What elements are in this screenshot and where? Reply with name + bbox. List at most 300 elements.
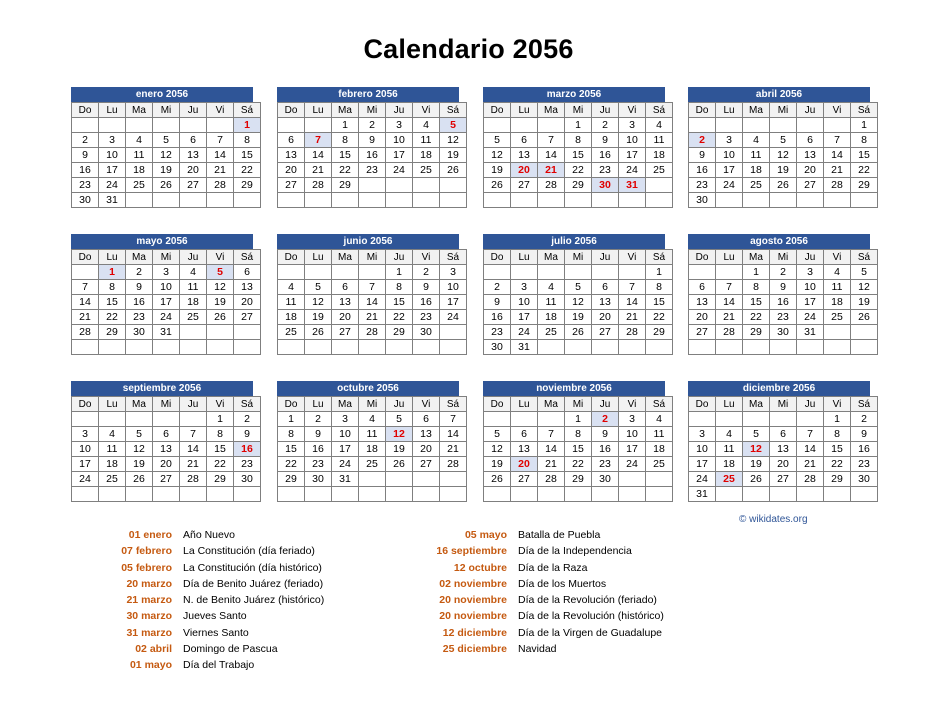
day-cell: 11 [126,148,153,163]
empty-cell [99,412,126,427]
day-cell: 10 [797,280,824,295]
empty-cell [278,193,305,208]
weekday-header: Ju [386,250,413,265]
month-calendar [277,381,459,502]
holiday-date: 05 mayo [464,529,507,541]
day-cell: 22 [646,310,673,325]
day-cell: 14 [619,295,646,310]
day-cell: 1 [824,412,851,427]
day-cell: 22 [386,310,413,325]
day-cell: 7 [359,280,386,295]
holiday-name: La Constitución (día histórico) [183,561,322,574]
holiday-date: 20 noviembre [439,610,507,623]
day-cell: 2 [592,412,619,427]
day-cell: 30 [305,472,332,487]
day-cell: 3 [716,133,743,148]
day-cell: 8 [646,280,673,295]
day-cell: 8 [332,133,359,148]
day-cell: 25 [716,472,743,487]
empty-cell [743,412,770,427]
empty-cell [743,193,770,208]
empty-cell [716,340,743,355]
weekday-header: Vi [619,103,646,118]
weekday-header: Ju [180,103,207,118]
day-cell: 3 [440,265,467,280]
day-cell: 15 [743,295,770,310]
day-cell: 15 [824,442,851,457]
weekday-header: Lu [716,103,743,118]
day-cell: 6 [770,427,797,442]
day-cell: 17 [99,163,126,178]
empty-cell [511,487,538,502]
day-cell: 16 [234,442,261,457]
day-cell: 27 [234,310,261,325]
empty-cell [538,193,565,208]
empty-cell [484,193,511,208]
day-cell: 27 [153,472,180,487]
day-cell: 31 [619,178,646,193]
day-cell: 28 [440,457,467,472]
day-cell: 18 [824,295,851,310]
day-cell: 23 [72,178,99,193]
day-cell: 26 [126,472,153,487]
empty-cell [716,265,743,280]
day-cell: 28 [716,325,743,340]
weekday-header: Vi [619,397,646,412]
day-cell: 3 [511,280,538,295]
empty-cell [824,118,851,133]
day-cell: 9 [689,148,716,163]
weekday-header: Do [278,103,305,118]
month-title: noviembre 2056 [483,381,665,396]
weekday-header: Do [278,397,305,412]
empty-cell [716,118,743,133]
empty-cell [565,265,592,280]
empty-cell [797,340,824,355]
empty-cell [592,340,619,355]
day-cell: 3 [153,265,180,280]
empty-cell [440,193,467,208]
weekday-header: Mi [565,250,592,265]
empty-cell [646,487,673,502]
empty-cell [126,193,153,208]
day-cell: 17 [619,148,646,163]
empty-cell [413,178,440,193]
day-cell: 30 [234,472,261,487]
day-cell: 2 [234,412,261,427]
weekday-header: Ma [743,103,770,118]
day-cell: 11 [413,133,440,148]
weekday-header: Mi [770,250,797,265]
day-cell: 4 [278,280,305,295]
day-cell: 5 [440,118,467,133]
empty-cell [484,487,511,502]
day-cell: 23 [359,163,386,178]
holiday-date: 30 marzo [126,610,172,623]
day-cell: 1 [234,118,261,133]
weekday-header: Sá [646,250,673,265]
empty-cell [413,472,440,487]
day-cell: 3 [619,118,646,133]
day-cell: 31 [99,193,126,208]
empty-cell [386,340,413,355]
day-cell: 3 [72,427,99,442]
day-cell: 29 [386,325,413,340]
day-cell: 26 [565,325,592,340]
day-cell: 16 [359,148,386,163]
weekday-header: Sá [440,397,467,412]
day-cell: 26 [484,178,511,193]
day-cell: 2 [851,412,878,427]
empty-cell [153,340,180,355]
empty-cell [99,118,126,133]
empty-cell [592,487,619,502]
day-cell: 26 [305,325,332,340]
day-cell: 30 [413,325,440,340]
empty-cell [646,178,673,193]
day-cell: 14 [716,295,743,310]
empty-cell [153,118,180,133]
day-cell: 4 [359,412,386,427]
empty-cell [72,487,99,502]
day-cell: 17 [72,457,99,472]
empty-cell [565,193,592,208]
month-title: marzo 2056 [483,87,665,102]
weekday-header: Ju [180,397,207,412]
weekday-header: Lu [511,397,538,412]
day-cell: 24 [619,457,646,472]
empty-cell [440,178,467,193]
day-cell: 9 [413,280,440,295]
day-cell: 13 [234,280,261,295]
day-cell: 11 [743,148,770,163]
day-cell: 26 [743,472,770,487]
weekday-header: Vi [413,250,440,265]
empty-cell [538,118,565,133]
weekday-header: Vi [619,250,646,265]
day-cell: 30 [592,178,619,193]
empty-cell [511,118,538,133]
day-cell: 12 [440,133,467,148]
weekday-header: Do [689,250,716,265]
empty-cell [359,340,386,355]
day-cell: 20 [689,310,716,325]
holiday-row [0,643,664,659]
empty-cell [619,487,646,502]
day-cell: 22 [851,163,878,178]
day-cell: 6 [689,280,716,295]
day-cell: 25 [413,163,440,178]
empty-cell [234,193,261,208]
day-cell: 17 [386,148,413,163]
empty-cell [511,412,538,427]
weekday-header: Ma [332,397,359,412]
day-cell: 15 [207,442,234,457]
day-cell: 10 [619,427,646,442]
weekday-header: Lu [305,103,332,118]
day-cell: 20 [511,457,538,472]
day-cell: 7 [716,280,743,295]
day-cell: 25 [99,472,126,487]
holiday-row [0,627,664,643]
day-cell: 23 [305,457,332,472]
month-calendar [483,381,665,502]
day-cell: 17 [332,442,359,457]
empty-cell [153,193,180,208]
day-cell: 7 [440,412,467,427]
day-cell: 22 [565,457,592,472]
day-cell: 1 [851,118,878,133]
holiday-date: 20 marzo [126,577,172,590]
day-cell: 7 [72,280,99,295]
day-cell: 27 [770,472,797,487]
weekday-header: Vi [207,250,234,265]
empty-cell [305,118,332,133]
day-cell: 16 [851,442,878,457]
holiday-name: Día del Trabajo [183,659,255,672]
empty-cell [770,193,797,208]
holiday-row [0,610,664,626]
day-cell: 23 [592,457,619,472]
day-cell: 17 [440,295,467,310]
day-cell: 19 [153,163,180,178]
empty-cell [72,340,99,355]
empty-cell [440,325,467,340]
day-cell: 24 [716,178,743,193]
empty-cell [797,118,824,133]
holiday-name: Día de Benito Juárez (feriado) [183,577,324,590]
day-cell: 11 [99,442,126,457]
day-cell: 18 [99,457,126,472]
day-cell: 27 [797,178,824,193]
day-cell: 6 [153,427,180,442]
empty-cell [305,340,332,355]
holiday-date: 05 febrero [121,561,172,574]
day-cell: 23 [689,178,716,193]
weekday-header: Ju [592,250,619,265]
day-cell: 2 [305,412,332,427]
empty-cell [689,118,716,133]
empty-cell [359,265,386,280]
empty-cell [180,412,207,427]
weekday-header: Lu [99,103,126,118]
weekday-header: Mi [153,103,180,118]
empty-cell [484,118,511,133]
day-cell: 13 [511,442,538,457]
day-cell: 13 [592,295,619,310]
holiday-date: 20 noviembre [439,594,507,607]
holiday-row [0,545,664,561]
day-cell: 18 [126,163,153,178]
day-cell: 15 [99,295,126,310]
day-cell: 29 [99,325,126,340]
day-cell: 3 [689,427,716,442]
day-cell: 28 [359,325,386,340]
day-cell: 11 [716,442,743,457]
day-cell: 26 [440,163,467,178]
day-cell: 10 [511,295,538,310]
day-cell: 16 [126,295,153,310]
empty-cell [153,412,180,427]
holiday-row [0,578,664,594]
empty-cell [592,193,619,208]
day-cell: 12 [207,280,234,295]
empty-cell [689,265,716,280]
day-cell: 20 [770,457,797,472]
day-cell: 9 [234,427,261,442]
empty-cell [126,487,153,502]
day-cell: 4 [413,118,440,133]
day-cell: 5 [770,133,797,148]
empty-cell [386,472,413,487]
weekday-header: Ju [797,103,824,118]
day-cell: 18 [538,310,565,325]
day-cell: 25 [646,163,673,178]
empty-cell [413,487,440,502]
day-cell: 13 [797,148,824,163]
day-cell: 24 [72,472,99,487]
weekday-header: Ma [332,103,359,118]
day-cell: 29 [743,325,770,340]
day-cell: 17 [716,163,743,178]
holiday-row [0,659,324,675]
month-title: mayo 2056 [71,234,253,249]
day-cell: 28 [538,178,565,193]
day-cell: 21 [305,163,332,178]
day-cell: 8 [851,133,878,148]
day-cell: 14 [538,442,565,457]
month-calendar [71,381,253,502]
month-title: junio 2056 [277,234,459,249]
day-cell: 18 [278,310,305,325]
weekday-header: Do [484,250,511,265]
weekday-header: Do [689,397,716,412]
empty-cell [359,487,386,502]
weekday-header: Do [484,103,511,118]
day-cell: 28 [619,325,646,340]
weekday-header: Sá [646,103,673,118]
holiday-name: Día de la Virgen de Guadalupe [518,626,662,639]
day-cell: 2 [413,265,440,280]
empty-cell [207,118,234,133]
day-cell: 18 [413,148,440,163]
day-cell: 2 [484,280,511,295]
weekday-header: Mi [565,103,592,118]
empty-cell [619,265,646,280]
holiday-name: N. de Benito Juárez (histórico) [183,594,325,607]
day-cell: 8 [234,133,261,148]
empty-cell [207,487,234,502]
day-cell: 17 [689,457,716,472]
holiday-name: Domingo de Pascua [183,643,278,656]
holiday-name: Año Nuevo [183,529,235,541]
weekday-header: Lu [511,103,538,118]
day-cell: 19 [565,310,592,325]
day-cell: 3 [99,133,126,148]
day-cell: 28 [305,178,332,193]
empty-cell [538,340,565,355]
weekday-header: Do [72,397,99,412]
day-cell: 2 [770,265,797,280]
day-cell: 15 [332,148,359,163]
month-title: febrero 2056 [277,87,459,102]
holiday-date: 01 enero [128,529,172,541]
weekday-header: Mi [359,103,386,118]
month-calendar [277,87,459,208]
day-cell: 14 [180,442,207,457]
empty-cell [538,487,565,502]
day-cell: 22 [99,310,126,325]
day-cell: 18 [743,163,770,178]
empty-cell [824,325,851,340]
empty-cell [770,412,797,427]
day-cell: 29 [646,325,673,340]
holiday-name: Día de la Revolución (histórico) [518,610,664,623]
empty-cell [305,487,332,502]
empty-cell [824,340,851,355]
weekday-header: Vi [413,103,440,118]
month-calendar [483,87,665,208]
day-cell: 8 [743,280,770,295]
weekday-header: Ju [180,250,207,265]
day-cell: 8 [278,427,305,442]
day-cell: 12 [484,148,511,163]
day-cell: 10 [99,148,126,163]
day-cell: 14 [797,442,824,457]
day-cell: 19 [770,163,797,178]
month-calendar [483,234,665,355]
weekday-header: Ju [386,397,413,412]
day-cell: 8 [824,427,851,442]
holiday-row [0,529,664,545]
empty-cell [126,340,153,355]
empty-cell [207,340,234,355]
empty-cell [72,265,99,280]
day-cell: 21 [619,310,646,325]
day-cell: 21 [824,163,851,178]
day-cell: 12 [386,427,413,442]
day-cell: 30 [484,340,511,355]
weekday-header: Vi [413,397,440,412]
day-cell: 21 [538,457,565,472]
empty-cell [180,325,207,340]
day-cell: 21 [440,442,467,457]
day-cell: 15 [565,148,592,163]
month-calendar [277,234,459,355]
day-cell: 26 [153,178,180,193]
day-cell: 27 [180,178,207,193]
month-calendar [688,87,870,208]
empty-cell [851,325,878,340]
day-cell: 22 [743,310,770,325]
day-cell: 3 [797,265,824,280]
day-cell: 20 [511,163,538,178]
day-cell: 26 [484,472,511,487]
day-cell: 16 [305,442,332,457]
day-cell: 30 [126,325,153,340]
empty-cell [386,487,413,502]
day-cell: 31 [153,325,180,340]
day-cell: 7 [538,133,565,148]
day-cell: 14 [359,295,386,310]
holiday-date: 01 mayo [129,659,172,672]
day-cell: 10 [332,427,359,442]
empty-cell [305,193,332,208]
empty-cell [619,340,646,355]
day-cell: 11 [538,295,565,310]
weekday-header: Vi [824,397,851,412]
day-cell: 17 [511,310,538,325]
